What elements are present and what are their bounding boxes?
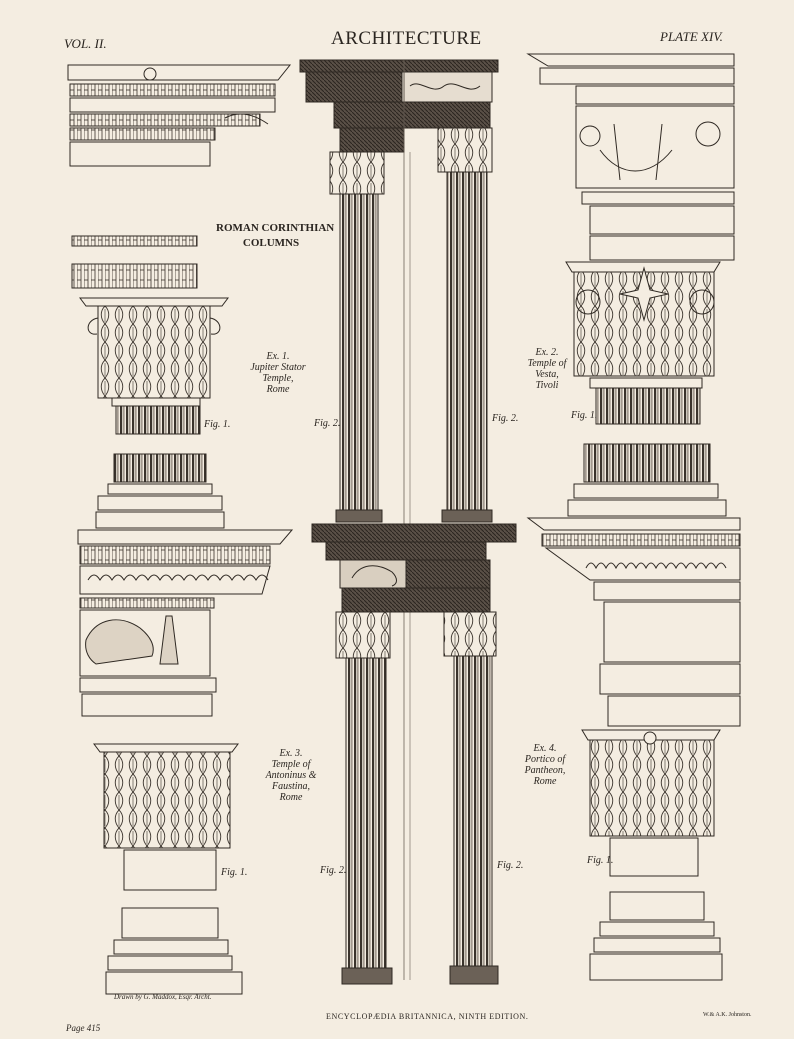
center-column-upper-left — [330, 152, 384, 522]
caption-ex2-label: Ex. 2. — [535, 347, 559, 358]
caption-ex2-line1: Temple of — [527, 358, 567, 369]
caption-ex2-line3: Tivoli — [535, 380, 559, 391]
fig2-label-lower-right: Fig. 2. — [497, 860, 524, 871]
page-number: Page 415 — [66, 1023, 101, 1033]
caption-ex4-line1: Portico of — [524, 754, 566, 765]
drawn-by-credit: Drawn by G. Maddox, Esqr. Archt. — [114, 993, 212, 1001]
engraver-credit: W.& A.K. Johnston. — [703, 1012, 752, 1018]
fig1-label-ex4: Fig. 1. — [587, 855, 614, 866]
fig1-label-ex3: Fig. 1. — [221, 867, 248, 878]
center-column-upper-right — [438, 128, 492, 522]
caption-ex4-line3: Rome — [533, 776, 557, 787]
caption-ex1-line3: Rome — [266, 384, 290, 395]
plate-title-line1: ROMAN CORINTHIAN — [216, 222, 335, 234]
publication-credit: ENCYCLOPÆDIA BRITANNICA, NINTH EDITION. — [326, 1012, 529, 1021]
caption-ex2-line2: Vesta, — [535, 369, 559, 380]
caption-ex3-line2: Antoninus & — [265, 770, 317, 781]
plate-heading: ARCHITECTURE — [331, 28, 482, 49]
plate-number: PLATE XIV. — [660, 29, 723, 44]
caption-ex1-label: Ex. 1. — [266, 351, 290, 362]
caption-ex2 — [512, 347, 582, 391]
ex1-drawing — [68, 65, 290, 528]
caption-ex3-line4: Rome — [279, 792, 303, 803]
caption-ex4-label: Ex. 4. — [533, 743, 557, 754]
center-entablature-middle — [312, 524, 516, 612]
caption-ex3-label: Ex. 3. — [279, 748, 303, 759]
caption-ex1-line1: Jupiter Stator — [250, 362, 306, 373]
caption-ex3-line1: Temple of — [271, 759, 311, 770]
caption-ex4-line2: Pantheon, — [524, 765, 566, 776]
center-column-lower-left — [336, 612, 392, 984]
center-column-lower-right — [444, 612, 498, 984]
caption-ex3 — [254, 748, 328, 803]
caption-ex1 — [236, 351, 320, 395]
fig2-label-upper-right: Fig. 2. — [492, 413, 519, 424]
fig1-label-ex1: Fig. 1. — [204, 419, 231, 430]
fig2-label-upper-left: Fig. 2. — [314, 418, 341, 429]
caption-ex4 — [510, 743, 580, 787]
volume-label: VOL. II. — [64, 36, 107, 51]
caption-ex1-line2: Temple, — [262, 373, 294, 384]
fig1-label-ex2: Fig. 1. — [571, 410, 598, 421]
ex2-drawing — [528, 54, 734, 516]
plate-title-line2: COLUMNS — [242, 237, 300, 249]
fig2-label-lower-left: Fig. 2. — [320, 865, 347, 876]
caption-ex3-line3: Faustina, — [271, 781, 311, 792]
